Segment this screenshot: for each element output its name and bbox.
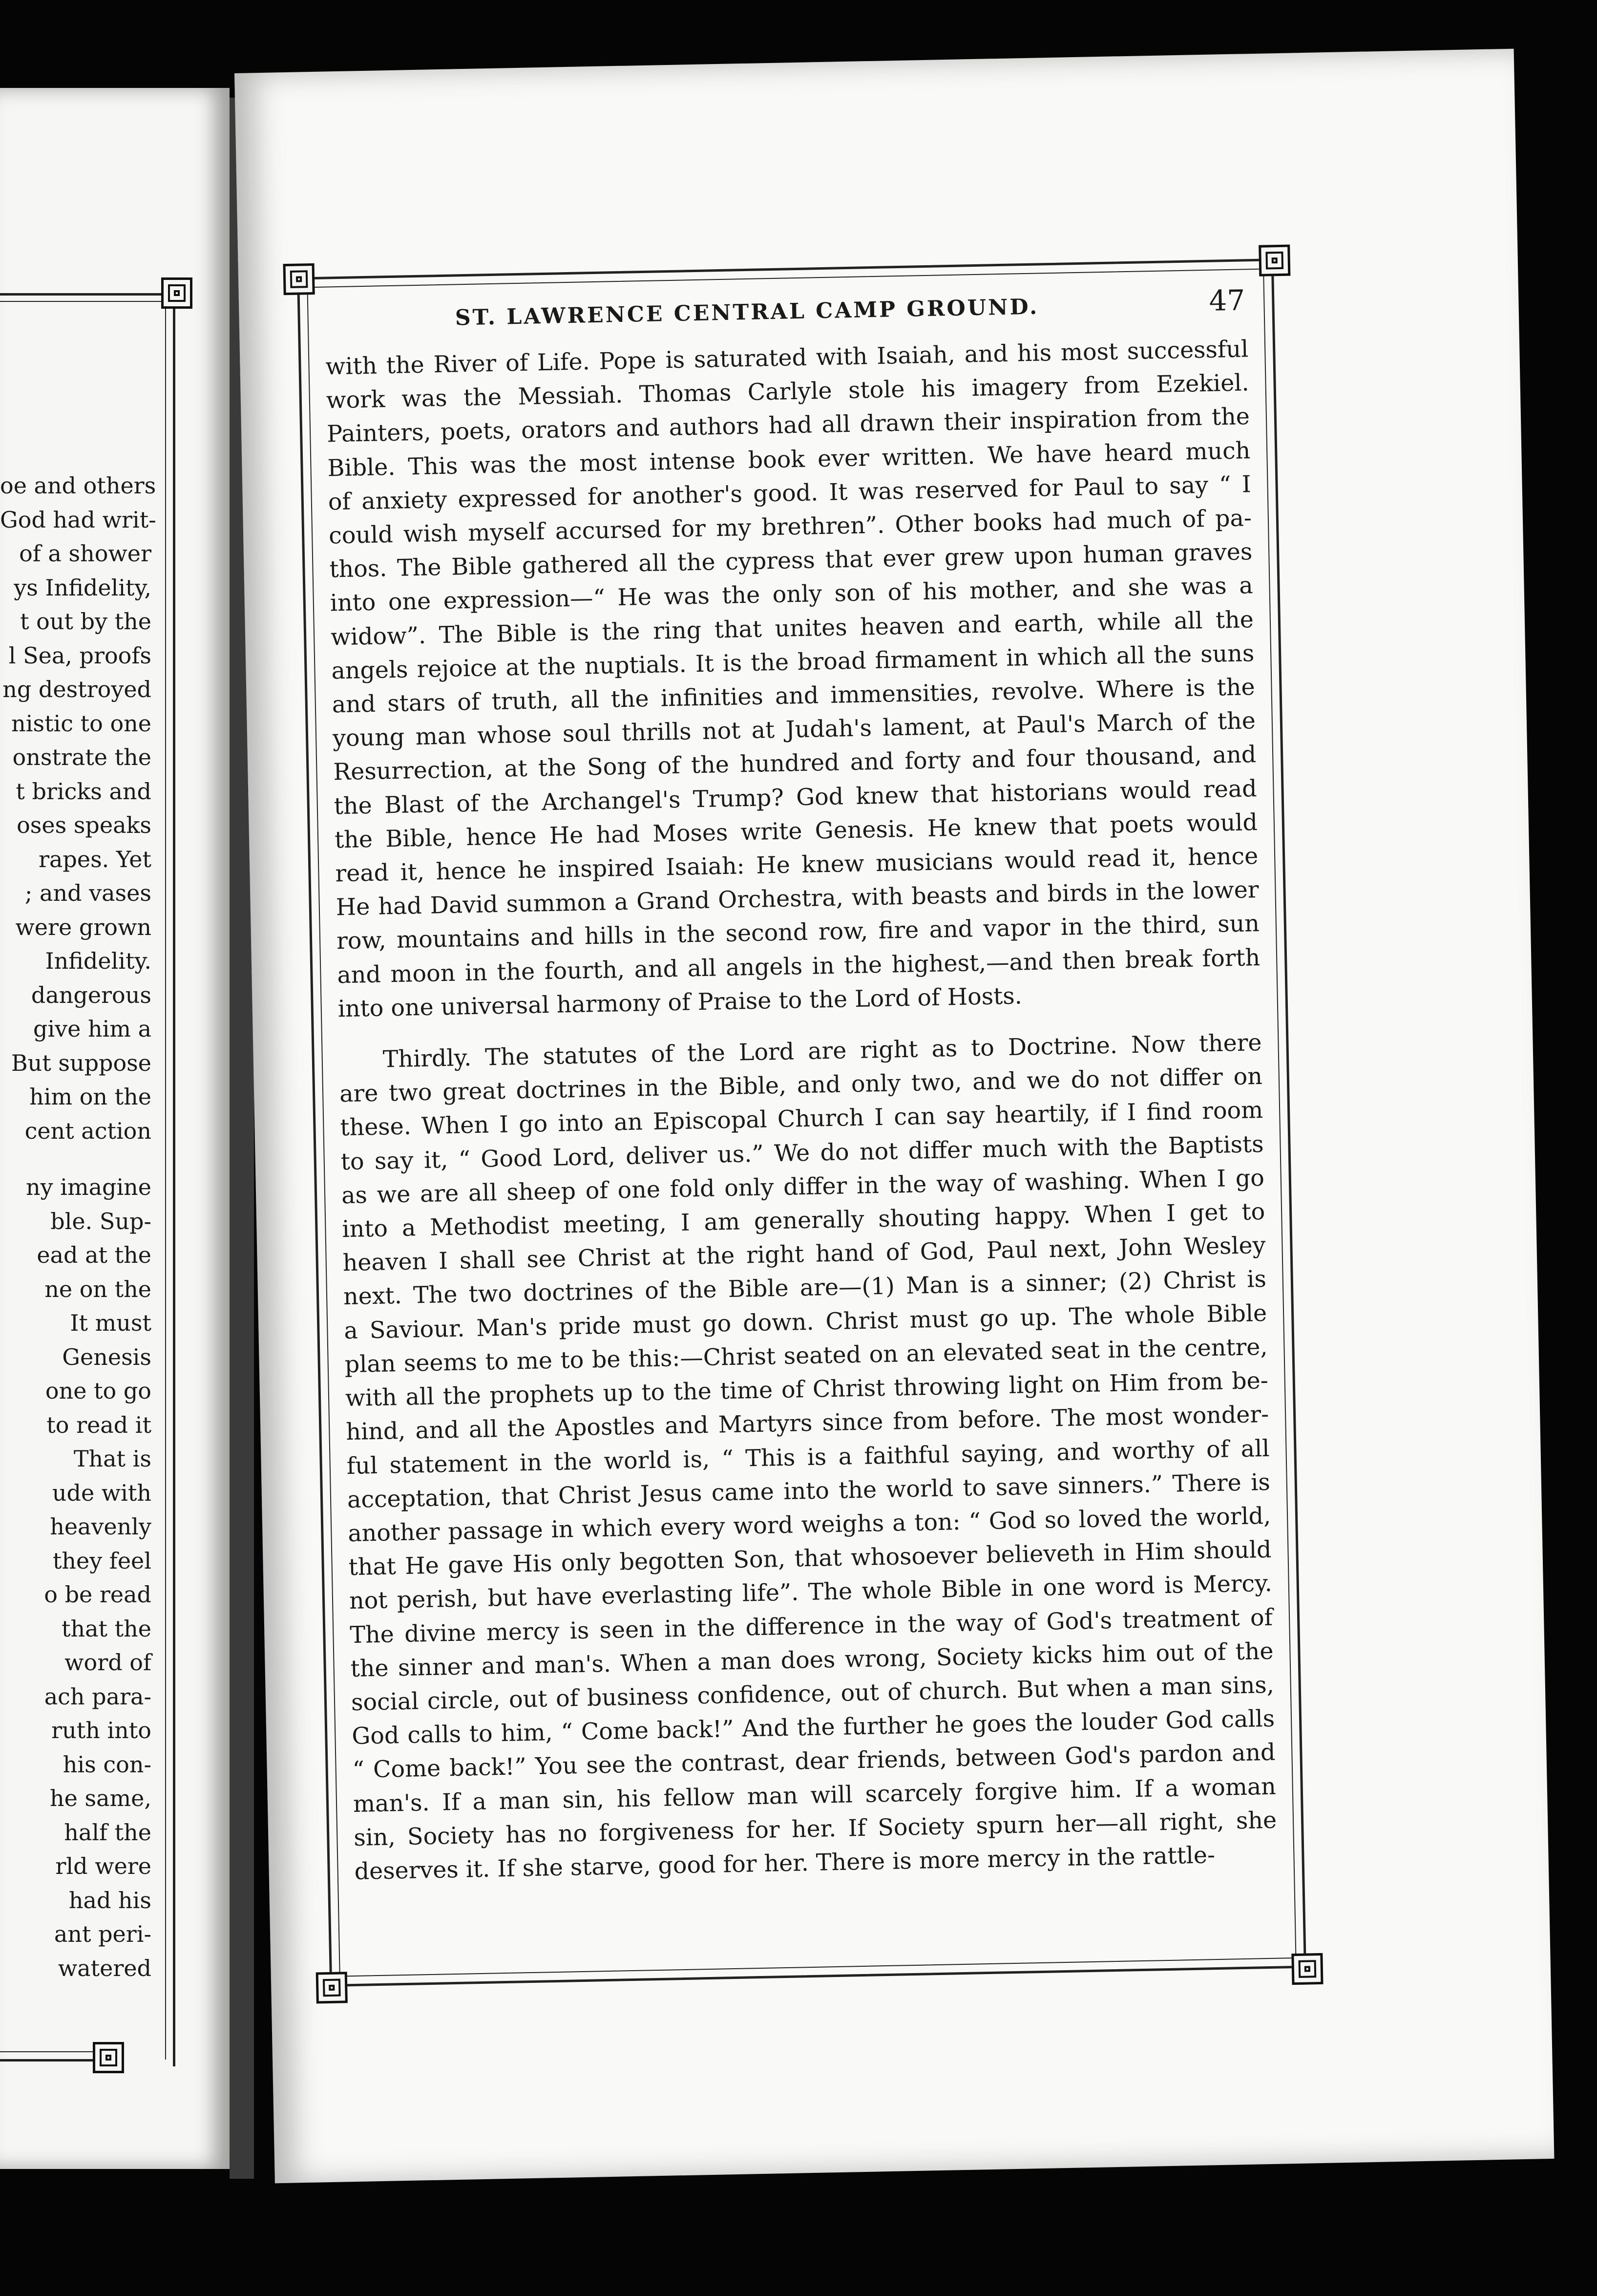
left-page-line: ys Infidelity,: [14, 574, 151, 601]
text-line: widow”. The Bible is the ring that unites heaven and earth, while all the: [330, 606, 1254, 651]
left-page-line: t out by the: [20, 608, 151, 635]
left-page-line: they feel: [52, 1547, 151, 1574]
text-line: and stars of truth, all the infinities and immensities, revolve. Where is the: [332, 674, 1256, 719]
text-line: of anxiety expressed for another's good. It was reserved for Paul to say “ I: [328, 471, 1252, 516]
text-line: read it, hence he inspired Isaiah: He knew musicians would read it, hence: [335, 843, 1259, 888]
text-line: the Blast of the Archangel's Trump? God knew that historians would read: [334, 775, 1258, 820]
corner-ornament-icon: [316, 1972, 348, 2003]
left-page-line: rapes. Yet: [38, 846, 151, 872]
text-line: as we are all sheep of one fold only differ in the way of washing. When I go: [341, 1164, 1265, 1210]
left-page-line: ny imagine: [26, 1174, 151, 1200]
text-line: God calls to him, “ Come back!” And the further he goes the louder God calls: [351, 1705, 1275, 1750]
text-line: He had David summon a Grand Orchestra, with beasts and birds in the lower: [336, 876, 1260, 921]
left-page-line: watered: [58, 1955, 151, 1981]
text-line: not perish, but have everlasting life”. The whole Bible in one word is Mercy.: [349, 1570, 1273, 1615]
left-page-line: his con-: [63, 1751, 151, 1778]
left-page-line: oses speaks: [17, 812, 151, 838]
text-line: heaven I shall see Christ at the right hand of God, Paul next, John Wesley: [342, 1232, 1266, 1277]
left-page-line: rld were: [55, 1853, 151, 1879]
left-page-line: cent action: [24, 1117, 151, 1144]
text-line: the sinner and man's. When a man does wrong, Society kicks him out of the: [350, 1637, 1274, 1682]
text-line: these. When I go into an Episcopal Church I can say heartily, if I find room: [339, 1097, 1263, 1142]
text-line: The divine mercy is seen in the difference in the way of God's treatment of: [349, 1604, 1273, 1649]
text-line: with all the prophets up to the time of Christ throwing light on Him from be-: [345, 1367, 1269, 1412]
text-line: the Bible, hence He had Moses write Genesis. He knew that poets would: [334, 808, 1258, 854]
left-page-line: o be read: [44, 1581, 151, 1608]
text-line: and moon in the fourth, and all angels in the highest,—and then break forth: [336, 944, 1261, 989]
left-page-line: had his: [68, 1887, 151, 1913]
left-frame-rule: [173, 293, 175, 2066]
left-frame-rule: [0, 293, 176, 296]
text-line: a Saviour. Man's pride must go down. Christ must go up. The whole Bible: [343, 1299, 1267, 1344]
running-head: ST. LAWRENCE CENTRAL CAMP GROUND.: [455, 294, 1039, 331]
text-line: ful statement in the world is, “ This is a faithful saying, and worthy of all: [346, 1435, 1270, 1480]
text-line: Painters, poets, orators and authors had all drawn their inspiration from the: [326, 403, 1250, 448]
text-line: social circle, out of business confidence, out of church. But when a man sins,: [351, 1671, 1275, 1716]
text-line: are two great doctrines in the Bible, and only two, and we do not differ on: [339, 1063, 1263, 1108]
left-page-line: ead at the: [37, 1242, 151, 1268]
left-page-line: It must: [70, 1310, 151, 1336]
text-line: Thirdly. The statutes of the Lord are right as to Doctrine. Now there: [382, 1029, 1262, 1073]
left-page-line: ng destroyed: [2, 676, 151, 702]
text-line: next. The two doctrines of the Bible are—(1) Man is a sinner; (2) Christ is: [343, 1266, 1267, 1311]
left-page-line: dangerous: [31, 981, 151, 1008]
corner-ornament-icon: [283, 263, 315, 295]
left-page-line: half the: [64, 1819, 151, 1846]
text-line: man's. If a man sin, his fellow man will scarcely forgive him. If a woman: [353, 1773, 1277, 1818]
paragraph-2: [338, 1026, 1278, 1889]
left-page-line: ant peri-: [54, 1921, 151, 1947]
text-line: to say it, “ Good Lord, deliver us.” We do not differ much with the Baptists: [340, 1130, 1264, 1175]
text-line: Resurrection, at the Song of the hundred and forty and four thousand, and: [333, 741, 1257, 786]
left-frame-rule: [0, 301, 176, 302]
text-line: hind, and all the Apostles and Martyrs since from before. The most wonder-: [345, 1401, 1269, 1446]
left-frame-rule: [0, 2051, 98, 2052]
text-line: plan seems to me to be this:—Christ seated on an elevated seat in the centre,: [344, 1333, 1268, 1379]
left-page-line: onstrate the: [12, 744, 151, 770]
left-page-line: that the: [62, 1615, 151, 1642]
text-line: acceptation, that Christ Jesus came into the world to save sinners.” There is: [347, 1468, 1271, 1513]
text-line: into a Methodist meeting, I am generally shouting happy. When I get to: [341, 1198, 1265, 1243]
left-page-line: God had writ-: [0, 506, 156, 533]
left-page-line: he same,: [50, 1785, 151, 1811]
left-page-line: Genesis: [62, 1343, 151, 1370]
text-line: that He gave His only begotten Son, that whosoever believeth in Him should: [348, 1536, 1272, 1581]
left-facing-page: [0, 88, 230, 2169]
left-frame-rule: [0, 2059, 98, 2062]
text-line: into one expression—“ He was the only son of his mother, and she was a: [330, 572, 1254, 617]
corner-ornament-icon: [1291, 1953, 1323, 1985]
left-page-line: heavenly: [50, 1513, 151, 1540]
text-line: sin, Society has no forgiveness for her. If Society spurn her—all right, she: [353, 1807, 1277, 1851]
left-page-line: of a shower: [19, 540, 151, 567]
text-line: another passage in which every word weighs a ton: “ God so loved the world,: [347, 1502, 1271, 1547]
text-line: angels rejoice at the nuptials. It is the broad firmament in which all the suns: [331, 639, 1255, 685]
left-page-line: were grown: [15, 914, 151, 940]
text-line: deserves it. If she starve, good for her. There is more mercy in the rattle-: [354, 1842, 1216, 1885]
text-line: thos. The Bible gathered all the cypress that ever grew upon human graves: [329, 538, 1253, 583]
left-page-line: ruth into: [51, 1717, 151, 1743]
left-frame-rule: [165, 301, 166, 2060]
text-line: young man whose soul thrills not at Judah's lament, at Paul's March of the: [332, 707, 1256, 752]
left-page-line: ; and vases: [24, 880, 151, 906]
left-page-line: ach para-: [44, 1683, 151, 1710]
corner-ornament-icon: [93, 2042, 124, 2073]
text-line: row, mountains and hills in the second row, fire and vapor in the third, sun: [336, 910, 1260, 955]
left-page-line: That is: [73, 1446, 151, 1472]
corner-ornament-icon: [161, 277, 192, 309]
corner-ornament-icon: [1259, 245, 1290, 276]
left-page-line: oe and others: [0, 472, 156, 499]
left-page-line: word of: [64, 1649, 151, 1676]
left-page-line: But suppose: [11, 1049, 151, 1076]
text-line: with the River of Life. Pope is saturated with Isaiah, and his most successful: [325, 336, 1249, 381]
left-page-line: nistic to one: [11, 710, 151, 737]
page-number: 47: [1208, 283, 1245, 318]
left-page-line: t bricks and: [16, 778, 151, 805]
left-page-text-column: [0, 469, 156, 1985]
left-page-line: him on the: [29, 1084, 151, 1110]
right-page: [234, 49, 1554, 2184]
left-page-line: Infidelity.: [45, 948, 151, 974]
left-page-line: give him a: [33, 1016, 151, 1042]
left-page-line: one to go: [45, 1378, 151, 1404]
left-page-line: ble. Sup-: [50, 1208, 151, 1234]
paragraph-1: [325, 332, 1261, 1026]
left-page-line: l Sea, proofs: [8, 642, 151, 669]
left-page-line: ude with: [52, 1479, 151, 1506]
left-page-line: to read it: [46, 1411, 151, 1438]
left-page-line: ne on the: [44, 1276, 151, 1302]
text-line: Bible. This was the most intense book ever written. We have heard much: [327, 437, 1251, 482]
text-line: work was the Messiah. Thomas Carlyle stole his imagery from Ezekiel.: [326, 369, 1250, 414]
text-line: could wish myself accursed for my brethren”. Other books had much of pa-: [328, 505, 1252, 550]
text-line: into one universal harmony of Praise to the Lord of Hosts.: [337, 982, 1023, 1023]
text-line: “ Come back!” You see the contrast, dear friends, between God's pardon and: [352, 1739, 1276, 1784]
body-text: [325, 332, 1278, 1889]
